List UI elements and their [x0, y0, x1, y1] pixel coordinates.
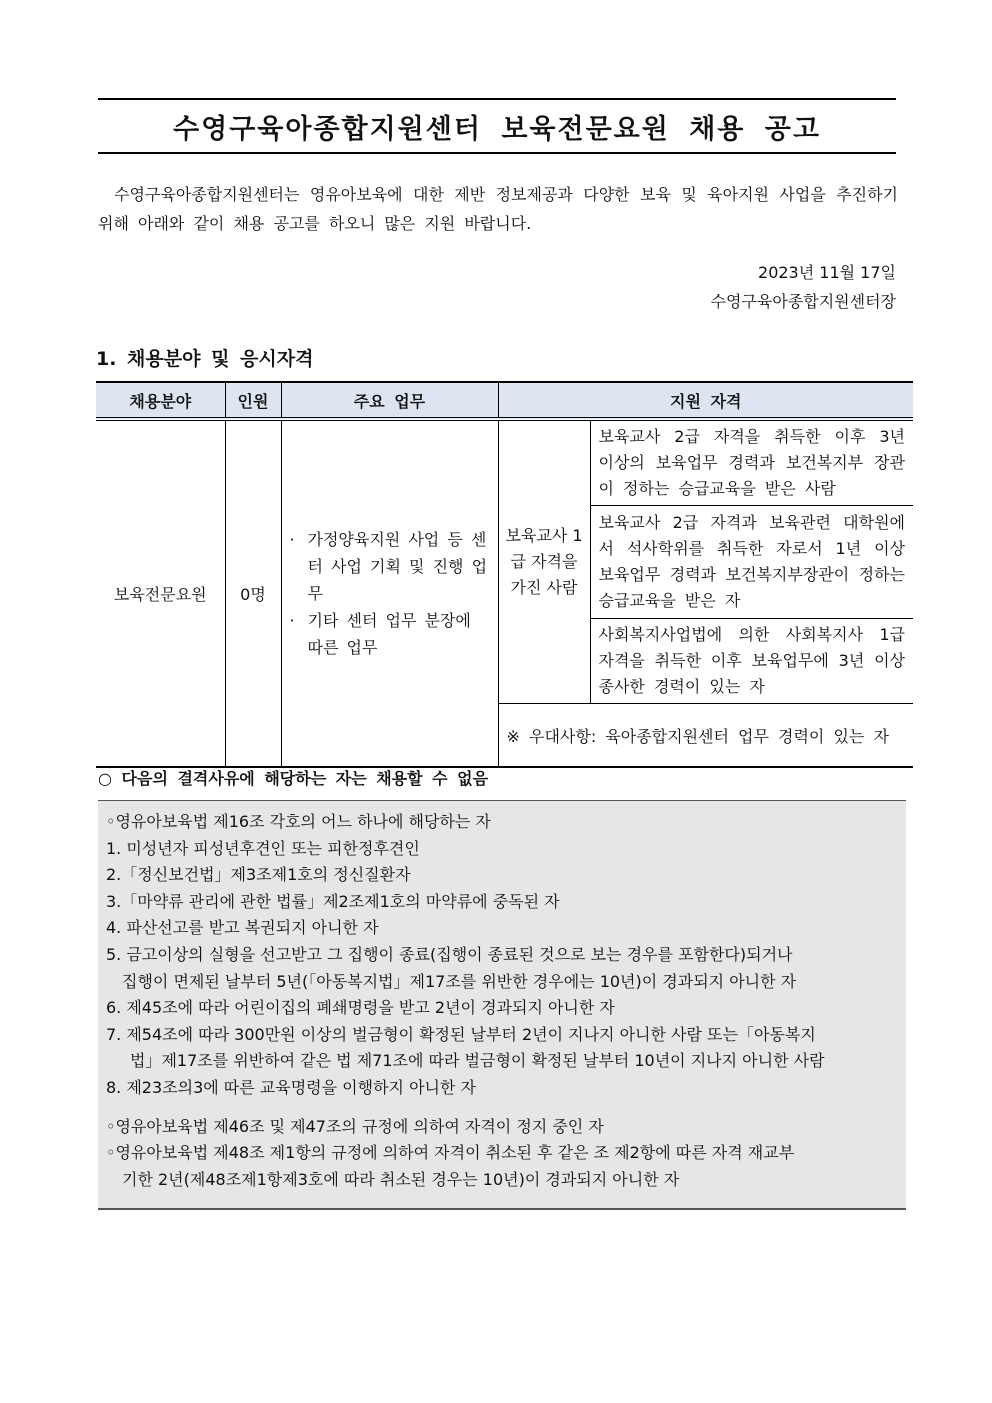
duty-text: 가정양육지원 사업 등 센터 사업 기획 및 진행 업무 [307, 530, 488, 603]
table-row [96, 419, 913, 506]
table-header-row [96, 382, 913, 419]
spacer [106, 1102, 898, 1114]
page-title: 수영구육아종합지원센터 보육전문요원 채용 공고 [173, 113, 821, 145]
header-duties: 주요 업무 [281, 382, 498, 419]
list-item: 6. 제45조에 따라 어린이집의 폐쇄명령을 받고 2년이 경과되지 아니한 자 [106, 998, 615, 1018]
cell-preference: ※ 우대사항: 육아종합지원센터 업무 경력이 있는 자 [498, 704, 913, 768]
list-item: ◦영유아보육법 제48조 제1항의 규정에 의하여 자격이 취소된 후 같은 조 제2항에 따른 자격 재교부 [106, 1143, 795, 1163]
section-heading-recruitment: 1. 채용분야 및 응시자격 [96, 348, 314, 370]
cell-count: 0명 [225, 419, 281, 767]
recruitment-table [96, 381, 913, 768]
title-box [98, 98, 896, 154]
list-item: 집행이 면제된 날부터 5년(「아동복지법」제17조를 위반한 경우에는 10년)이 경과되지 아니한 자 [122, 971, 797, 991]
list-item: 법」제17조를 위반하여 같은 법 제71조에 따라 벌금형이 확정된 날부터 10년이 지나지 아니한 사람 [130, 1051, 825, 1071]
header-count: 인원 [225, 382, 281, 419]
list-item: 기한 2년(제48조제1항제3호에 따라 취소된 경우는 10년)이 경과되지 아니한 자 [122, 1169, 680, 1189]
disqualification-heading: ○ 다음의 결격사유에 해당하는 자는 채용할 수 없음 [98, 769, 489, 788]
header-field: 채용분야 [96, 382, 225, 419]
cell-qual-group: 보육교사 1급 자격을 가진 사람 [498, 419, 590, 704]
duty-text: 기타 센터 업무 분장에 따른 업무 [307, 611, 471, 657]
notice-issuer: 수영구육아종합지원센터장 [710, 292, 896, 311]
intro-paragraph: 수영구육아종합지원센터는 영유아보육에 대한 제반 정보제공과 다양한 보육 및 육아지원 사업을 추진하기 위해 아래와 같이 채용 공고를 하오니 많은 지원 바랍니다. [98, 185, 898, 233]
list-item: 3.「마약류 관리에 관한 법률」제2조제1호의 마약류에 중독된 자 [106, 891, 560, 911]
cell-field: 보육전문요원 [96, 419, 225, 767]
list-item: ◦영유아보육법 제46조 및 제47조의 규정에 의하여 자격이 정지 중인 자 [106, 1116, 604, 1136]
cell-duties [281, 419, 498, 767]
cell-qualification-2: 보육교사 2급 자격과 보육관련 대학원에서 석사학위를 취득한 자로서 1년 이상 보육업무 경력과 보건복지부장관이 정하는 승급교육을 받은 자 [590, 506, 913, 619]
list-item: 2.「정신보건법」제3조제1호의 정신질환자 [106, 865, 411, 885]
list-item: 8. 제23조의3에 따른 교육명령을 이행하지 아니한 자 [106, 1077, 476, 1097]
list-item: 1. 미성년자 피성년후견인 또는 피한정후견인 [106, 838, 420, 858]
list-item: 5. 금고이상의 실형을 선고받고 그 집행이 종료(집행이 종료된 것으로 보는 경우를 포함한다)되거나 [106, 944, 793, 964]
bullet-icon: · [289, 611, 295, 630]
header-qualifications: 지원 자격 [498, 382, 913, 419]
list-item: ◦영유아보육법 제16조 각호의 어느 하나에 해당하는 자 [106, 812, 491, 831]
list-item: 7. 제54조에 따라 300만원 이상의 벌금형이 확정된 날부터 2년이 지나지 아니한 사람 또는「아동복지 [106, 1024, 816, 1044]
bullet-icon: · [289, 530, 295, 549]
notice-date: 2023년 11월 17일 [758, 263, 896, 282]
cell-qualification-1: 보육교사 2급 자격을 취득한 이후 3년 이상의 보육업무 경력과 보건복지부 장관이 정하는 승급교육을 받은 사람 [590, 419, 913, 506]
cell-qualification-3: 사회복지사업법에 의한 사회복지사 1급 자격을 취득한 이후 보육업무에 3년 이상 종사한 경력이 있는 자 [590, 619, 913, 704]
list-item: 4. 파산선고를 받고 복권되지 아니한 자 [106, 918, 379, 938]
disqualification-box [98, 800, 906, 1210]
duty-item [290, 526, 490, 607]
duty-item [290, 607, 490, 661]
